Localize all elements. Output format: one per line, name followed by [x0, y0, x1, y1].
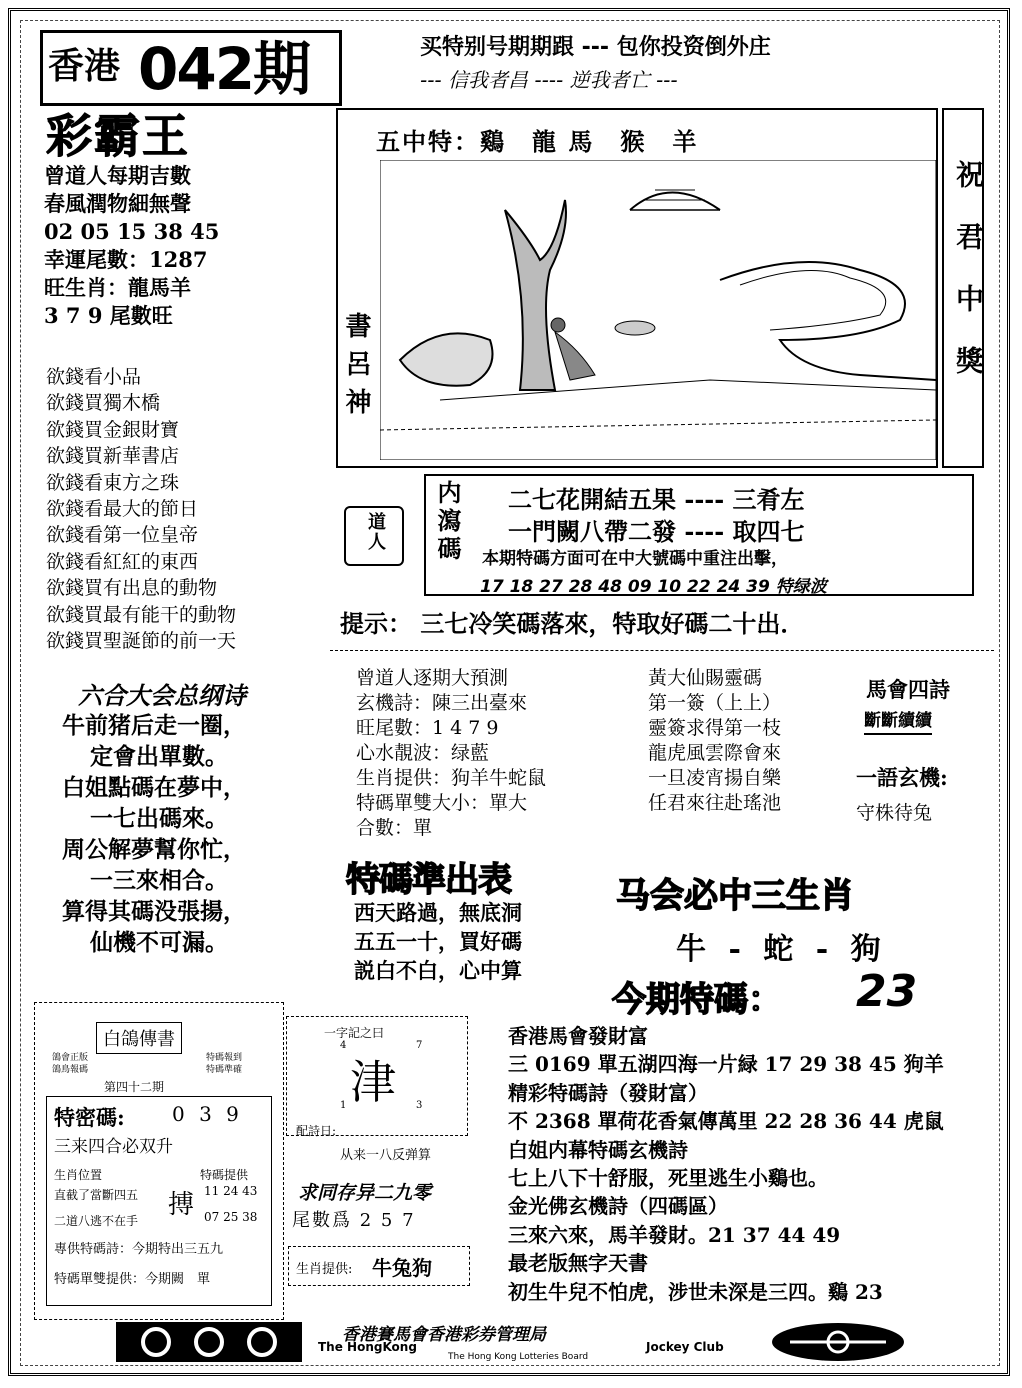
- riddle-line: 欲錢看紅紅的東西: [46, 550, 199, 573]
- seek-line: 求同存异二九零: [298, 1182, 432, 1204]
- lucky-line: 3 7 9 尾數旺: [44, 303, 173, 328]
- corner-bl: 1: [340, 1100, 347, 1111]
- prediction-block: [356, 666, 546, 841]
- prediction-line: 旺尾數：1 4 7 9: [356, 717, 499, 739]
- poem-title: 六合大会总纲诗: [78, 681, 246, 710]
- poem-line: 仙機不可漏。: [90, 929, 228, 956]
- pos-line-1: 直截了當斷四五: [54, 1188, 139, 1202]
- pos-label: 生肖位置: [54, 1168, 103, 1182]
- corner-tr: 7: [416, 1040, 423, 1051]
- inner-code-label: 内瀉碼: [433, 480, 462, 564]
- odd-even: 特碼單雙提供：今期闕 單: [54, 1272, 211, 1287]
- inner-code-line2: 一門闕八帶二發 ---- 取四七: [508, 517, 805, 546]
- prediction-line: 曾道人逐期大預測: [356, 667, 509, 689]
- word-card-char: 津: [350, 1055, 396, 1109]
- poem-line: 定會出單數。: [90, 743, 228, 770]
- provide-label: 特碼提供: [200, 1168, 249, 1182]
- three-zodiac-animals: 牛 - 蛇 - 狗: [676, 932, 887, 967]
- footer-cn: 香港賽馬會香港彩券管理局: [342, 1325, 546, 1345]
- footer-en-right: Jockey Club: [646, 1340, 724, 1354]
- issue-number: 042期: [138, 35, 310, 103]
- hk-line: 不 2368 單荷花香氣傳萬里 22 28 36 44 虎鼠: [508, 1109, 944, 1134]
- hk-line: 精彩特碼詩（發財富）: [508, 1080, 708, 1105]
- riddle-line: 欲錢買金銀財寶: [46, 418, 180, 441]
- inner-code-line1: 二七花開結五果 ---- 三肴左: [508, 485, 805, 514]
- lotteries-logo: [770, 1322, 906, 1362]
- scroll-issue: 第四十二期: [104, 1080, 165, 1094]
- wong-tai-sin-block: [648, 666, 781, 816]
- four-poems-title: 馬會四詩: [866, 677, 950, 702]
- special-out-line: 五五一十，買好碼: [354, 929, 522, 954]
- poem-line: 算得其碼没張揚，: [62, 898, 246, 925]
- corner-br: 3: [416, 1100, 423, 1111]
- poem-line: 牛前猪后走一圈，: [62, 712, 246, 739]
- special-out-line: 説白不白，心中算: [354, 958, 522, 983]
- poem-line: 周公解夢幫你忙，: [62, 836, 246, 863]
- secret-value: 0 3 9: [172, 1102, 243, 1126]
- special-out-title: 特碼準出表: [346, 860, 511, 900]
- riddle-line: 欲錢買最有能干的動物: [46, 603, 237, 626]
- slogan-sub: --- 信我者昌 ---- 逆我者亡 ---: [420, 68, 678, 92]
- poem-line: 一三來相合。: [90, 867, 228, 894]
- prediction-line: 玄機詩：陳三出臺來: [356, 692, 528, 714]
- lucky-line: 02 05 15 38 45: [44, 219, 220, 244]
- hk-line: 金光佛玄機詩（四碼區）: [508, 1194, 728, 1219]
- provide-nums-2: 07 25 38: [204, 1210, 258, 1224]
- riddle-line: 欲錢看最大的節日: [46, 498, 199, 521]
- hk-line: 三 0169 單五湖四海一片緑 17 29 38 45 狗羊: [508, 1052, 944, 1077]
- inner-code-numbers: 17 18 27 28 48 09 10 22 24 39 特绿波: [480, 577, 827, 597]
- wts-line: 龍虎風雲際會來: [648, 742, 782, 764]
- riddle-line: 欲錢看東方之珠: [46, 471, 180, 494]
- special-out-line: 西天路過，無底洞: [354, 900, 522, 925]
- hk-line: 最老版無字天書: [508, 1251, 648, 1276]
- hk-line: 香港馬會發財富: [508, 1024, 648, 1048]
- wts-line: 第一簽（上上）: [648, 692, 782, 714]
- riddle-line: 欲錢買聖誕節的前一天: [46, 630, 237, 653]
- scroll-left-note: 鴿會正版 鴿鳥報碼: [52, 1053, 89, 1075]
- seal-text: 道人: [365, 512, 386, 552]
- landscape-illustration: [380, 160, 936, 460]
- special-poem: 專供特碼詩：今期特出三五九: [54, 1242, 224, 1257]
- lucky-info: [44, 162, 219, 330]
- footer-en-left: The HongKong: [318, 1340, 417, 1354]
- riddle-list: [46, 364, 236, 654]
- zodiac-label: 生肖提供:: [296, 1262, 353, 1277]
- special-out-body: [354, 898, 522, 985]
- riddle-line: 欲錢看第一位皇帝: [46, 524, 199, 547]
- this-issue-number: 23: [856, 966, 918, 1017]
- footer-en-sub: The Hong Kong Lotteries Board: [448, 1352, 589, 1362]
- prediction-line: 心水靚波：绿藍: [356, 742, 490, 764]
- prediction-line: 生肖提供：狗羊牛蛇鼠: [356, 767, 547, 789]
- four-poems-sub: 斷斷續續: [864, 706, 932, 735]
- scroll-right-note: 特碼報到 特碼準確: [206, 1053, 243, 1075]
- riddle-line: 欲錢買有出息的動物: [46, 577, 218, 600]
- secret-label: 特密碼:: [54, 1105, 125, 1130]
- hk-right-block: [508, 1022, 944, 1306]
- divider: [330, 650, 994, 651]
- mystery-title: 一語玄機:: [856, 765, 948, 790]
- provide-nums-1: 11 24 43: [204, 1184, 258, 1198]
- hk-line: 白姐内幕特碼玄機詩: [508, 1137, 688, 1162]
- riddle-line: 欲錢買獨木橋: [46, 392, 161, 415]
- corner-tl: 4: [340, 1040, 347, 1051]
- wts-line: 黃大仙賜靈碼: [648, 667, 763, 689]
- provide-char: 搏: [168, 1190, 195, 1220]
- brand-title: 香港: [48, 46, 121, 87]
- riddle-line: 欲錢看小品: [46, 366, 142, 388]
- mystery-text: 守株待兔: [856, 802, 933, 824]
- poem-label: 配詩日:: [296, 1124, 337, 1138]
- lucky-line: 春風潤物細無聲: [44, 191, 191, 216]
- lucky-line: 幸運尾數：1287: [44, 247, 208, 272]
- word-card-poem: 从来一八反弹算: [340, 1148, 432, 1163]
- hk-line: 三來六來，馬羊發財。21 37 44 49: [508, 1222, 841, 1247]
- pos-line-2: 二道八逃不在手: [54, 1214, 139, 1228]
- wts-line: 任君來往赴瑤池: [648, 792, 782, 814]
- left-vertical-text: 書呂神: [341, 312, 371, 426]
- scroll-line1: 三来四合必双升: [54, 1137, 173, 1157]
- prediction-line: 特碼單雙大小：單大: [356, 792, 528, 814]
- scroll-title: 白鴿傳書: [96, 1022, 182, 1054]
- three-zodiac-title: 马会必中三生肖: [616, 876, 854, 916]
- riddle-line: 欲錢買新華書店: [46, 445, 180, 468]
- hint-line: 提示： 三七冷笑碼落來，特取好碼二十出．: [340, 609, 805, 638]
- hk-line: 七上八下十舒服，死里逃生小鷄也。: [508, 1166, 828, 1191]
- wts-line: 靈簽求得第一枝: [648, 717, 782, 739]
- zodiac-value: 牛兔狗: [372, 1256, 432, 1280]
- inner-code-note: 本期特碼方面可在中大號碼中重注出擊，: [482, 549, 788, 569]
- poem-body: [62, 710, 246, 958]
- wts-line: 一旦凌宵揚自樂: [648, 767, 782, 789]
- this-issue-label: 今期特碼：: [612, 980, 782, 1020]
- tail-line: 尾數爲 2 5 7: [292, 1210, 416, 1231]
- word-card-title: 一字記之曰: [324, 1026, 385, 1040]
- five-special: 五中特：鷄 龍 馬 猴 羊: [376, 127, 699, 156]
- poem-line: 一七出碼來。: [90, 805, 228, 832]
- subtitle-title: 彩霸王: [46, 109, 190, 163]
- lucky-line: 曾道人每期吉數: [44, 163, 191, 188]
- poem-line: 白姐點碼在夢中，: [62, 774, 246, 801]
- slogan-top: 买特别号期期跟 --- 包你投资倒外庄: [420, 35, 771, 60]
- lucky-line: 旺生肖：龍馬羊: [44, 275, 191, 300]
- hk-line: 初生牛兒不怕虎，涉世未深是三四。鷄 23: [508, 1279, 883, 1304]
- prediction-line: 合數：單: [356, 817, 433, 839]
- jockey-club-logo: [116, 1322, 302, 1362]
- right-vertical-text: 祝君中獎: [952, 160, 985, 408]
